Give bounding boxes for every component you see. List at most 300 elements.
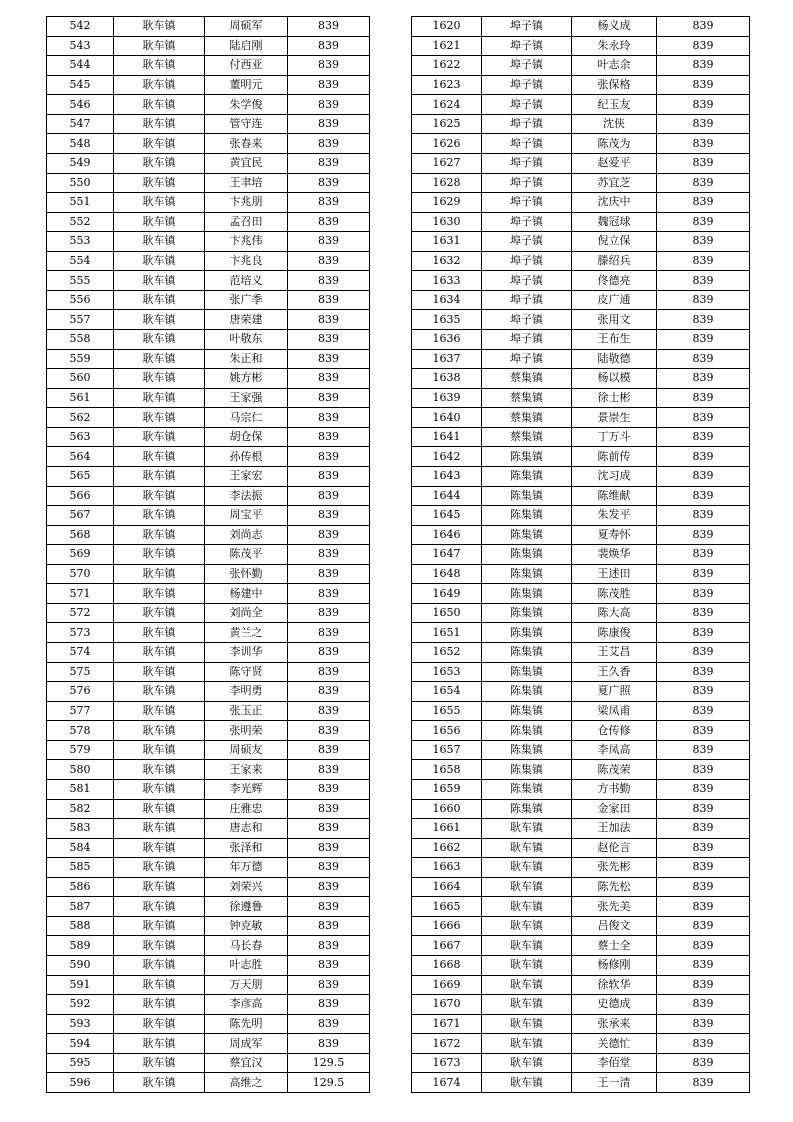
cell-number: 585: [47, 858, 114, 878]
cell-name: 管守连: [205, 114, 288, 134]
cell-number: 553: [47, 232, 114, 252]
cell-amount: 839: [288, 95, 370, 115]
cell-name: 张春来: [205, 134, 288, 154]
cell-number: 548: [47, 134, 114, 154]
left-table: [46, 16, 370, 1093]
cell-amount: 839: [657, 525, 750, 545]
cell-name: 杨以模: [572, 369, 657, 389]
cell-town: 耿车镇: [114, 975, 205, 995]
cell-amount: 839: [657, 740, 750, 760]
cell-number: 1643: [412, 466, 482, 486]
cell-name: 苏宜芝: [572, 173, 657, 193]
cell-number: 564: [47, 447, 114, 467]
cell-number: 1630: [412, 212, 482, 232]
table-row: [412, 525, 750, 545]
cell-name: 唐荣建: [205, 310, 288, 330]
table-row: [47, 1014, 370, 1034]
cell-town: 陈集镇: [482, 486, 572, 506]
cell-amount: 839: [657, 975, 750, 995]
cell-amount: 839: [657, 897, 750, 917]
cell-number: 569: [47, 545, 114, 565]
cell-amount: 839: [657, 721, 750, 741]
table-row: [47, 877, 370, 897]
table-row: [412, 721, 750, 741]
cell-number: 544: [47, 56, 114, 76]
cell-number: 1653: [412, 662, 482, 682]
cell-name: 周硕军: [205, 17, 288, 37]
cell-amount: 839: [288, 212, 370, 232]
cell-number: 559: [47, 349, 114, 369]
cell-town: 耿车镇: [114, 819, 205, 839]
cell-name: 叶志余: [572, 56, 657, 76]
table-row: [412, 134, 750, 154]
cell-town: 耿车镇: [114, 956, 205, 976]
cell-name: 仓传修: [572, 721, 657, 741]
cell-number: 1639: [412, 388, 482, 408]
cell-number: 581: [47, 779, 114, 799]
table-row: [412, 643, 750, 663]
table-row: [47, 75, 370, 95]
cell-town: 耿车镇: [114, 114, 205, 134]
cell-town: 耿车镇: [114, 506, 205, 526]
cell-number: 1624: [412, 95, 482, 115]
table-row: [412, 330, 750, 350]
table-row: [412, 858, 750, 878]
cell-town: 埠子镇: [482, 95, 572, 115]
cell-number: 1623: [412, 75, 482, 95]
cell-number: 1625: [412, 114, 482, 134]
right-table: [411, 16, 750, 1093]
cell-town: 耿车镇: [482, 936, 572, 956]
table-row: [47, 56, 370, 76]
cell-name: 杨建中: [205, 584, 288, 604]
table-row: [412, 584, 750, 604]
cell-amount: 839: [288, 819, 370, 839]
cell-town: 耿车镇: [114, 251, 205, 271]
table-row: [412, 936, 750, 956]
cell-name: 徐遵鲁: [205, 897, 288, 917]
cell-town: 耿车镇: [114, 466, 205, 486]
table-row: [412, 290, 750, 310]
table-row: [412, 916, 750, 936]
cell-number: 1637: [412, 349, 482, 369]
table-row: [47, 466, 370, 486]
table-row: [47, 662, 370, 682]
cell-number: 552: [47, 212, 114, 232]
cell-number: 1654: [412, 682, 482, 702]
table-row: [412, 36, 750, 56]
cell-town: 陈集镇: [482, 564, 572, 584]
cell-amount: 839: [657, 701, 750, 721]
table-row: [47, 290, 370, 310]
cell-town: 耿车镇: [482, 1014, 572, 1034]
cell-town: 陈集镇: [482, 545, 572, 565]
cell-number: 1663: [412, 858, 482, 878]
cell-number: 1672: [412, 1034, 482, 1054]
cell-town: 蔡集镇: [482, 427, 572, 447]
cell-amount: 839: [657, 623, 750, 643]
table-row: [47, 525, 370, 545]
table-row: [47, 232, 370, 252]
cell-town: 陈集镇: [482, 584, 572, 604]
cell-number: 596: [47, 1073, 114, 1093]
table-row: [412, 212, 750, 232]
cell-name: 刘荣兴: [205, 877, 288, 897]
cell-amount: 839: [657, 603, 750, 623]
cell-name: 梁凤甫: [572, 701, 657, 721]
cell-number: 1670: [412, 995, 482, 1015]
table-row: [47, 369, 370, 389]
cell-town: 陈集镇: [482, 740, 572, 760]
cell-town: 陈集镇: [482, 447, 572, 467]
cell-name: 王一清: [572, 1073, 657, 1093]
cell-name: 孙传根: [205, 447, 288, 467]
table-row: [47, 545, 370, 565]
table-row: [412, 232, 750, 252]
cell-name: 陈先松: [572, 877, 657, 897]
cell-town: 耿车镇: [482, 877, 572, 897]
cell-town: 陈集镇: [482, 643, 572, 663]
table-row: [47, 17, 370, 37]
cell-number: 549: [47, 153, 114, 173]
table-row: [47, 956, 370, 976]
cell-name: 黄宜民: [205, 153, 288, 173]
cell-town: 耿车镇: [114, 779, 205, 799]
cell-number: 546: [47, 95, 114, 115]
cell-number: 1664: [412, 877, 482, 897]
cell-name: 夏寿怀: [572, 525, 657, 545]
cell-amount: 839: [288, 1034, 370, 1054]
table-row: [412, 173, 750, 193]
table-row: [47, 427, 370, 447]
cell-amount: 839: [657, 427, 750, 447]
cell-number: 577: [47, 701, 114, 721]
cell-amount: 839: [657, 310, 750, 330]
cell-number: 1651: [412, 623, 482, 643]
table-row: [47, 153, 370, 173]
table-row: [47, 564, 370, 584]
cell-amount: 839: [657, 682, 750, 702]
cell-amount: 839: [657, 858, 750, 878]
table-row: [47, 251, 370, 271]
cell-town: 埠子镇: [482, 232, 572, 252]
cell-number: 1660: [412, 799, 482, 819]
cell-number: 561: [47, 388, 114, 408]
cell-amount: 839: [288, 858, 370, 878]
cell-amount: 839: [288, 36, 370, 56]
table-row: [412, 995, 750, 1015]
cell-number: 591: [47, 975, 114, 995]
table-row: [47, 740, 370, 760]
table-row: [47, 447, 370, 467]
table-row: [412, 897, 750, 917]
cell-name: 叶敬东: [205, 330, 288, 350]
cell-name: 方书勤: [572, 779, 657, 799]
cell-name: 卞兆朋: [205, 193, 288, 213]
cell-town: 耿车镇: [114, 232, 205, 252]
cell-amount: 839: [288, 916, 370, 936]
cell-amount: 839: [657, 643, 750, 663]
table-row: [47, 779, 370, 799]
cell-number: 1621: [412, 36, 482, 56]
cell-town: 耿车镇: [114, 682, 205, 702]
cell-name: 陈先明: [205, 1014, 288, 1034]
cell-number: 583: [47, 819, 114, 839]
cell-amount: 839: [657, 779, 750, 799]
cell-number: 1629: [412, 193, 482, 213]
cell-amount: 839: [288, 75, 370, 95]
cell-number: 1669: [412, 975, 482, 995]
cell-number: 1641: [412, 427, 482, 447]
cell-amount: 839: [657, 1034, 750, 1054]
table-row: [412, 388, 750, 408]
cell-amount: 839: [288, 173, 370, 193]
table-row: [412, 701, 750, 721]
cell-name: 张先美: [572, 897, 657, 917]
cell-name: 王加法: [572, 819, 657, 839]
cell-number: 574: [47, 643, 114, 663]
cell-amount: 839: [657, 916, 750, 936]
table-row: [47, 173, 370, 193]
cell-number: 560: [47, 369, 114, 389]
cell-amount: 839: [288, 643, 370, 663]
cell-number: 593: [47, 1014, 114, 1034]
cell-number: 571: [47, 584, 114, 604]
cell-number: 1657: [412, 740, 482, 760]
cell-amount: 839: [288, 760, 370, 780]
cell-town: 埠子镇: [482, 75, 572, 95]
table-row: [47, 819, 370, 839]
cell-amount: 839: [288, 134, 370, 154]
cell-name: 李凤高: [572, 740, 657, 760]
cell-name: 纪玉友: [572, 95, 657, 115]
cell-number: 1674: [412, 1073, 482, 1093]
cell-town: 耿车镇: [114, 760, 205, 780]
table-row: [47, 858, 370, 878]
cell-town: 陈集镇: [482, 721, 572, 741]
cell-name: 马长春: [205, 936, 288, 956]
cell-amount: 839: [657, 153, 750, 173]
cell-name: 黄兰之: [205, 623, 288, 643]
cell-number: 1640: [412, 408, 482, 428]
cell-name: 周成军: [205, 1034, 288, 1054]
cell-number: 558: [47, 330, 114, 350]
table-row: [412, 506, 750, 526]
cell-number: 1656: [412, 721, 482, 741]
cell-amount: 839: [657, 173, 750, 193]
table-row: [47, 838, 370, 858]
table-row: [412, 193, 750, 213]
cell-town: 耿车镇: [482, 1053, 572, 1073]
cell-town: 耿车镇: [482, 1073, 572, 1093]
cell-name: 张怀勤: [205, 564, 288, 584]
cell-amount: 839: [288, 271, 370, 291]
cell-number: 557: [47, 310, 114, 330]
cell-amount: 839: [288, 349, 370, 369]
cell-town: 埠子镇: [482, 212, 572, 232]
cell-town: 耿车镇: [114, 643, 205, 663]
cell-name: 张承来: [572, 1014, 657, 1034]
cell-amount: 839: [288, 153, 370, 173]
cell-name: 陈茂为: [572, 134, 657, 154]
cell-town: 埠子镇: [482, 271, 572, 291]
cell-town: 耿车镇: [482, 916, 572, 936]
cell-town: 埠子镇: [482, 330, 572, 350]
table-row: [47, 936, 370, 956]
table-row: [47, 799, 370, 819]
cell-town: 耿车镇: [114, 877, 205, 897]
cell-amount: 839: [657, 75, 750, 95]
cell-town: 耿车镇: [114, 584, 205, 604]
cell-amount: 839: [657, 486, 750, 506]
cell-amount: 839: [288, 486, 370, 506]
cell-number: 1644: [412, 486, 482, 506]
cell-town: 耿车镇: [482, 975, 572, 995]
cell-name: 李佰堂: [572, 1053, 657, 1073]
cell-name: 周宝平: [205, 506, 288, 526]
table-row: [412, 603, 750, 623]
cell-amount: 839: [657, 36, 750, 56]
cell-town: 耿车镇: [114, 17, 205, 37]
table-row: [412, 779, 750, 799]
cell-name: 王家来: [205, 760, 288, 780]
cell-town: 陈集镇: [482, 506, 572, 526]
cell-town: 耿车镇: [114, 271, 205, 291]
table-row: [47, 349, 370, 369]
cell-amount: 839: [288, 56, 370, 76]
cell-town: 埠子镇: [482, 290, 572, 310]
cell-name: 景崇生: [572, 408, 657, 428]
cell-amount: 839: [657, 17, 750, 37]
cell-number: 1620: [412, 17, 482, 37]
cell-name: 周硕友: [205, 740, 288, 760]
cell-name: 陈维献: [572, 486, 657, 506]
cell-amount: 839: [657, 466, 750, 486]
cell-town: 蔡集镇: [482, 408, 572, 428]
cell-name: 朱发平: [572, 506, 657, 526]
cell-amount: 839: [657, 193, 750, 213]
cell-name: 陈大高: [572, 603, 657, 623]
table-row: [412, 662, 750, 682]
cell-amount: 839: [657, 251, 750, 271]
table-row: [412, 349, 750, 369]
table-row: [412, 975, 750, 995]
cell-name: 魏冠球: [572, 212, 657, 232]
cell-name: 钟克敏: [205, 916, 288, 936]
cell-town: 耿车镇: [114, 56, 205, 76]
table-row: [47, 486, 370, 506]
cell-town: 耿车镇: [114, 212, 205, 232]
cell-number: 1666: [412, 916, 482, 936]
cell-amount: 129.5: [288, 1073, 370, 1093]
cell-number: 1642: [412, 447, 482, 467]
cell-amount: 839: [288, 740, 370, 760]
cell-town: 耿车镇: [114, 995, 205, 1015]
cell-amount: 839: [657, 95, 750, 115]
cell-amount: 839: [288, 1014, 370, 1034]
cell-amount: 839: [288, 603, 370, 623]
cell-number: 556: [47, 290, 114, 310]
cell-name: 李法振: [205, 486, 288, 506]
cell-name: 陈前传: [572, 447, 657, 467]
table-row: [47, 643, 370, 663]
cell-amount: 839: [657, 1073, 750, 1093]
table-row: [412, 838, 750, 858]
table-row: [412, 153, 750, 173]
cell-number: 562: [47, 408, 114, 428]
cell-name: 李训华: [205, 643, 288, 663]
table-row: [47, 584, 370, 604]
table-row: [412, 740, 750, 760]
cell-number: 1673: [412, 1053, 482, 1073]
table-row: [47, 193, 370, 213]
table-row: [412, 1053, 750, 1073]
cell-town: 耿车镇: [114, 447, 205, 467]
cell-town: 陈集镇: [482, 466, 572, 486]
cell-number: 573: [47, 623, 114, 643]
cell-town: 埠子镇: [482, 193, 572, 213]
cell-name: 李明勇: [205, 682, 288, 702]
cell-town: 陈集镇: [482, 662, 572, 682]
cell-town: 耿车镇: [114, 1073, 205, 1093]
cell-name: 李光辉: [205, 779, 288, 799]
cell-number: 1622: [412, 56, 482, 76]
cell-amount: 839: [288, 662, 370, 682]
cell-town: 埠子镇: [482, 349, 572, 369]
cell-name: 关德忙: [572, 1034, 657, 1054]
cell-amount: 839: [657, 838, 750, 858]
cell-town: 耿车镇: [114, 95, 205, 115]
cell-number: 542: [47, 17, 114, 37]
cell-town: 耿车镇: [114, 525, 205, 545]
cell-amount: 839: [288, 290, 370, 310]
table-row: [412, 1073, 750, 1093]
cell-number: 579: [47, 740, 114, 760]
cell-number: 1633: [412, 271, 482, 291]
cell-number: 1661: [412, 819, 482, 839]
cell-town: 埠子镇: [482, 153, 572, 173]
cell-name: 张广季: [205, 290, 288, 310]
cell-amount: 839: [288, 330, 370, 350]
table-row: [412, 369, 750, 389]
cell-name: 陈茂胜: [572, 584, 657, 604]
cell-name: 庄雅忠: [205, 799, 288, 819]
cell-town: 耿车镇: [114, 369, 205, 389]
table-row: [47, 701, 370, 721]
cell-number: 555: [47, 271, 114, 291]
table-row: [47, 623, 370, 643]
cell-name: 倪立保: [572, 232, 657, 252]
cell-name: 沈庆中: [572, 193, 657, 213]
cell-name: 蔡士全: [572, 936, 657, 956]
cell-number: 565: [47, 466, 114, 486]
cell-town: 蔡集镇: [482, 388, 572, 408]
table-row: [412, 1014, 750, 1034]
cell-town: 陈集镇: [482, 682, 572, 702]
cell-name: 陆启刚: [205, 36, 288, 56]
cell-amount: 839: [288, 251, 370, 271]
cell-town: 埠子镇: [482, 114, 572, 134]
cell-name: 佟德亮: [572, 271, 657, 291]
table-row: [47, 1073, 370, 1093]
cell-town: 耿车镇: [114, 330, 205, 350]
cell-number: 568: [47, 525, 114, 545]
table-row: [47, 36, 370, 56]
cell-town: 耿车镇: [114, 427, 205, 447]
cell-town: 陈集镇: [482, 760, 572, 780]
cell-name: 赵爱平: [572, 153, 657, 173]
cell-town: 耿车镇: [114, 662, 205, 682]
